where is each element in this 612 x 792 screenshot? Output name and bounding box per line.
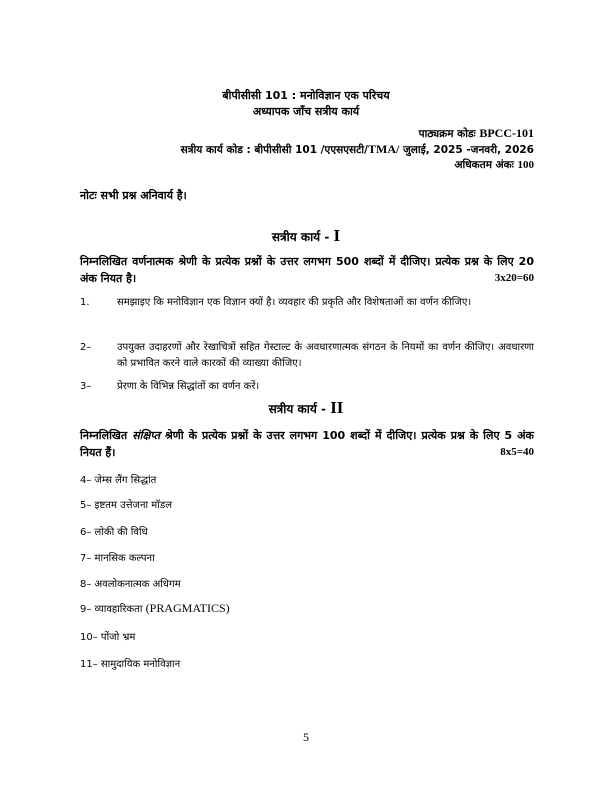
section-1-instruction (80, 253, 534, 287)
section-2-marks: 8x5=40 (500, 446, 534, 458)
question-7: 7– मानसिक कल्पना (80, 553, 155, 564)
section-1-heading-text: सत्रीय कार्य - (271, 230, 330, 244)
question-8: 8– अवलोकनात्मक अधिगम (80, 579, 181, 590)
question-1-number: 1. (80, 297, 90, 308)
max-marks-row (454, 158, 534, 172)
section-1-marks: 3x20=60 (494, 272, 534, 284)
section-2-heading (0, 398, 612, 418)
section-1-instruction-text: निम्नलिखित वर्णनात्मक श्रेणी के प्रत्येक प्रश्नों के उत्तर लगभग 500 शब्दों में दीजिए। प्रत्येक प्रश्न के लिए 20 अंक नियत है। (80, 255, 534, 285)
course-code-row (419, 126, 534, 141)
assignment-code-row (181, 142, 534, 157)
question-4: 4– जेम्स लैंग सिद्धांत (80, 475, 157, 486)
document-title: बीपीसीसी 101 : मनोविज्ञान एक परिचय (222, 89, 390, 102)
assignment-code-value-b: TMA/ (367, 142, 400, 156)
question-11: 11– सामुदायिक मनोविज्ञान (80, 659, 181, 670)
section-2-heading-roman: II (330, 398, 344, 417)
question-5: 5– इष्टतम उत्तेजना मॉडल (80, 500, 172, 511)
question-2-number: 2– (80, 342, 92, 353)
note: नोटः सभी प्रश्न अनिवार्य है। (80, 189, 187, 202)
assignment-code-label: सत्रीय कार्य कोड : (180, 144, 251, 156)
max-marks-label: अधिकतम अंकः (454, 159, 514, 171)
section-2-instruction-post: श्रेणी के प्रत्येक प्रश्नों के उत्तर लगभग 100 शब्दों में दीजिए। प्रत्येक प्रश्न के लिए 5 अंक नियत हैं। (80, 429, 534, 459)
question-3-number: 3– (80, 381, 92, 392)
question-9-text: 9– व्यावहारिकता (80, 604, 143, 615)
section-1-heading (0, 226, 612, 246)
assignment-code-value-a: बीपीसीसी 101 /एएसएसटी/ (254, 144, 368, 156)
section-2-heading-text: सत्रीय कार्य - (268, 402, 326, 416)
section-2-instruction-italic: संक्षिप्त (132, 429, 161, 442)
section-1-heading-roman: I (333, 226, 341, 245)
question-10: 10– पोंजो भ्रम (80, 632, 136, 643)
course-code-value: BPCC-101 (479, 126, 534, 140)
question-3-text: प्रेरणा के विभिन्न सिद्धांतों का वर्णन करें। (117, 381, 260, 392)
question-2-text: उपयुक्त उदाहरणों और रेखाचित्रों सहित गेस्टाल्ट के अवधारणात्मक संगठन के नियमों का वर्णन कीजिए। अवधारणा को प्रभावित करने वाले कारकों की व्याख्या कीजिए। (117, 342, 534, 369)
section-2-instruction-pre: निम्नलिखित (80, 429, 128, 442)
document-subtitle: अध्यापक जाँच सत्रीय कार्य (252, 105, 360, 118)
question-1-text: समझाइए कि मनोविज्ञान एक विज्ञान क्यों है। व्यवहार की प्रकृति और विशेषताओं का वर्णन कीजिए। (117, 297, 472, 308)
max-marks-value: 100 (517, 159, 534, 171)
assignment-code-value-c: जुलाई, 2025 -जनवरी, 2026 (402, 144, 534, 156)
question-6: 6– लोकी की विधि (80, 527, 148, 538)
section-2-instruction (80, 427, 534, 461)
course-code-label: पाठ्यक्रम कोडः (418, 128, 476, 140)
question-9-latin: (PRAGMATICS) (145, 601, 230, 615)
page-number: 5 (303, 730, 309, 744)
question-9 (80, 601, 230, 616)
